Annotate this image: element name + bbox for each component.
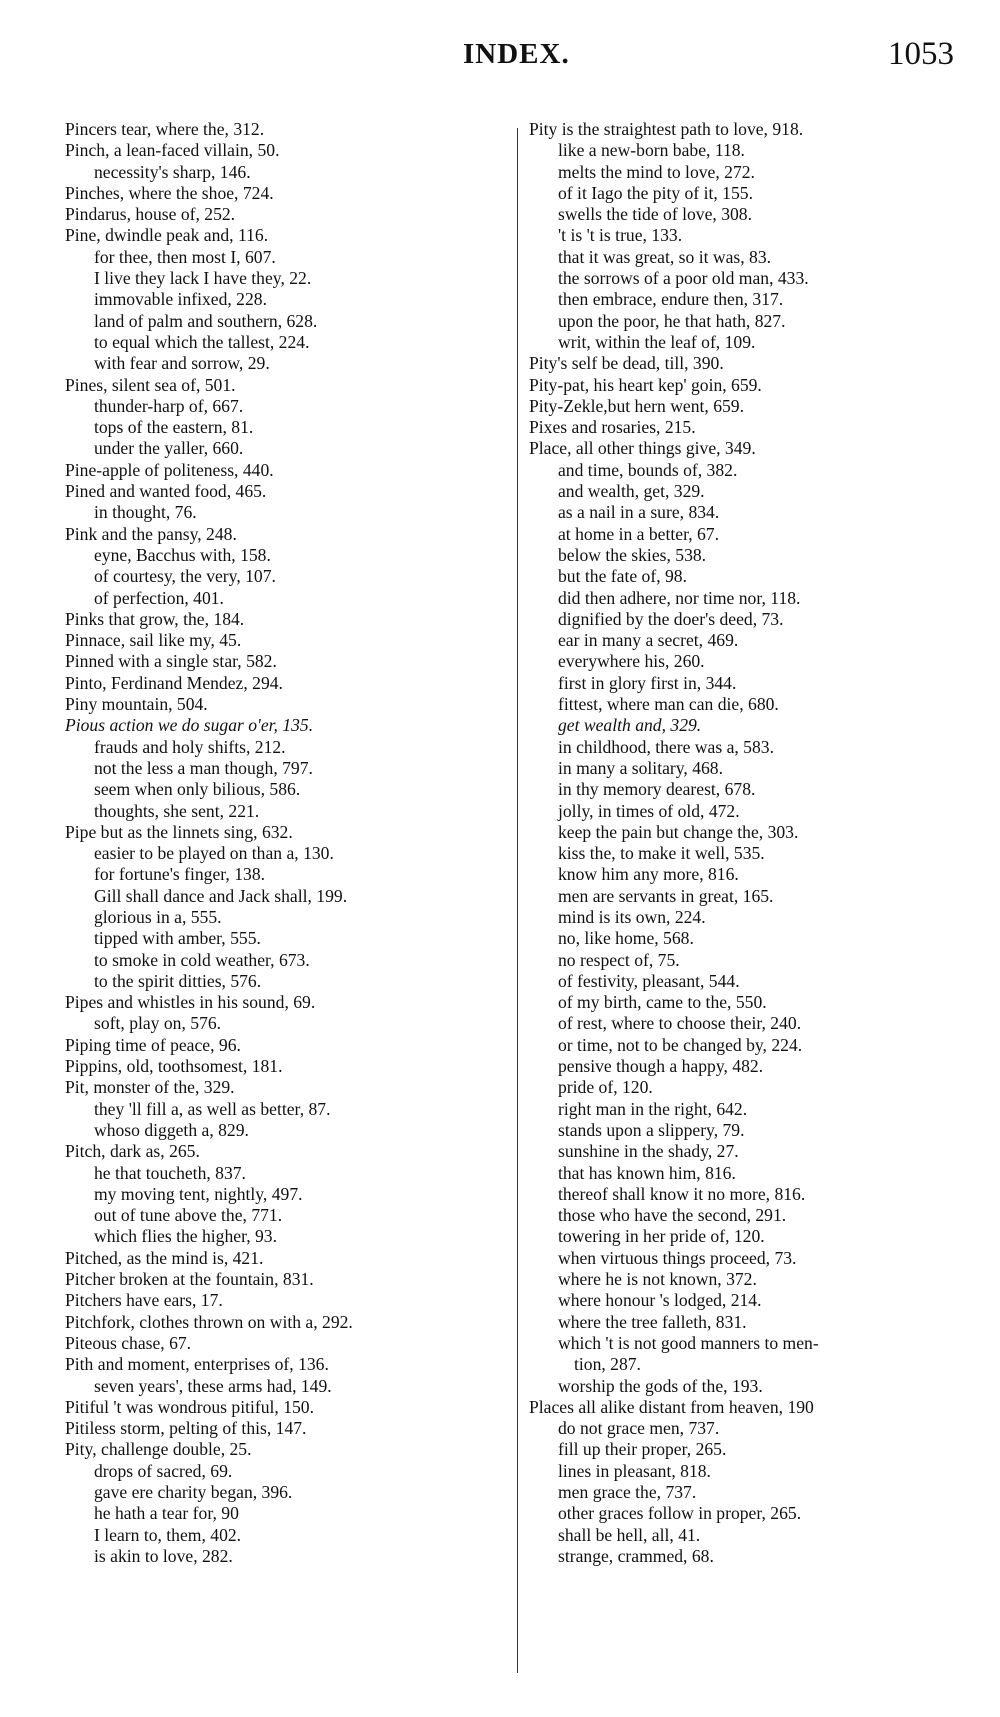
index-subentry: tipped with amber, 555. (94, 928, 261, 949)
index-subentry: which 't is not good manners to men- (558, 1332, 819, 1353)
index-column-left (65, 119, 500, 1567)
index-subentry: when virtuous things proceed, 73. (558, 1247, 797, 1268)
page-title: INDEX. (463, 38, 570, 70)
index-subentry: jolly, in times of old, 472. (558, 800, 740, 821)
index-entry: Piping time of peace, 96. (65, 1034, 241, 1055)
index-entry: Pinch, a lean-faced villain, 50. (65, 140, 280, 161)
index-entry: Pity's self be dead, till, 390. (529, 353, 724, 374)
index-entry: Pixes and rosaries, 215. (529, 417, 696, 438)
index-entry: Pith and moment, enterprises of, 136. (65, 1354, 329, 1375)
index-subentry: at home in a better, 67. (558, 523, 720, 544)
index-subentry: that it was great, so it was, 83. (558, 246, 772, 267)
index-subentry: of my birth, came to the, 550. (558, 992, 767, 1013)
index-column-right (529, 119, 969, 1567)
index-subentry: that has known him, 816. (558, 1162, 736, 1183)
index-subentry: know him any more, 816. (558, 864, 739, 885)
index-subentry: he hath a tear for, 90 (94, 1503, 239, 1524)
index-subentry: get wealth and, 329. (558, 715, 702, 736)
index-subentry: as a nail in a sure, 834. (558, 502, 720, 523)
index-subentry: kiss the, to make it well, 535. (558, 843, 765, 864)
index-entry: Pitcher broken at the fountain, 831. (65, 1269, 314, 1290)
index-subentry: upon the poor, he that hath, 827. (558, 310, 786, 331)
index-subentry: seven years', these arms had, 149. (94, 1375, 332, 1396)
index-entry: Pipe but as the linnets sing, 632. (65, 821, 293, 842)
index-subentry: pride of, 120. (558, 1077, 653, 1098)
index-subentry: thunder-harp of, 667. (94, 395, 244, 416)
index-entry: Pit, monster of the, 329. (65, 1077, 235, 1098)
index-subentry: soft, play on, 576. (94, 1013, 222, 1034)
index-subentry: for thee, then most I, 607. (94, 246, 276, 267)
index-subentry: gave ere charity began, 396. (94, 1482, 293, 1502)
index-subentry: swells the tide of love, 308. (558, 204, 752, 225)
index-subentry: immovable infixed, 228. (94, 289, 267, 310)
index-subentry: to the spirit ditties, 576. (94, 970, 262, 991)
index-subentry: where the tree falleth, 831. (558, 1311, 747, 1332)
index-entry: Pitchfork, clothes thrown on with a, 292. (65, 1311, 353, 1332)
index-subentry: no, like home, 568. (558, 928, 694, 949)
page-header (0, 38, 1000, 88)
index-subentry: 't is 't is true, 133. (558, 225, 683, 246)
index-subentry: under the yaller, 660. (94, 438, 244, 459)
index-subentry: out of tune above the, 771. (94, 1205, 283, 1226)
index-subentry: which flies the higher, 93. (94, 1226, 278, 1247)
index-subentry: to smoke in cold weather, 673. (94, 949, 310, 970)
index-subentry: whoso diggeth a, 829. (94, 1119, 249, 1140)
index-subentry: did then adhere, nor time nor, 118. (558, 587, 801, 608)
index-subentry: land of palm and southern, 628. (94, 310, 318, 331)
index-subentry: then embrace, endure then, 317. (558, 289, 784, 310)
index-subentry: men grace the, 737. (558, 1482, 697, 1502)
index-entry: Piteous chase, 67. (65, 1332, 192, 1353)
index-subentry: is akin to love, 282. (94, 1545, 233, 1566)
index-entry: Pity is the straightest path to love, 918. (529, 119, 804, 139)
index-subentry: I live they lack I have they, 22. (94, 268, 312, 289)
index-subentry: strange, crammed, 68. (558, 1545, 714, 1566)
index-subentry: in many a solitary, 468. (558, 757, 723, 778)
index-subentry: towering in her pride of, 120. (558, 1226, 765, 1247)
index-subentry: for fortune's finger, 138. (94, 864, 266, 885)
index-subentry: with fear and sorrow, 29. (94, 353, 270, 374)
index-entry: Pity, challenge double, 25. (65, 1439, 252, 1460)
index-subentry: in thought, 76. (94, 502, 197, 523)
index-subentry: shall be hell, all, 41. (558, 1524, 701, 1545)
index-subentry: like a new-born babe, 118. (558, 140, 745, 161)
index-subentry: men are servants in great, 165. (558, 885, 774, 906)
index-entry: Pinches, where the shoe, 724. (65, 182, 274, 203)
index-entry: Pines, silent sea of, 501. (65, 374, 236, 395)
index-entry: Pity-Zekle,but hern went, 659. (529, 395, 744, 416)
index-subentry: tion, 287. (574, 1354, 641, 1375)
index-subentry: of courtesy, the very, 107. (94, 566, 276, 587)
index-subentry: fittest, where man can die, 680. (558, 694, 779, 715)
index-entry: Pine, dwindle peak and, 116. (65, 225, 269, 246)
index-subentry: he that toucheth, 837. (94, 1162, 246, 1183)
index-entry: Pitched, as the mind is, 421. (65, 1247, 264, 1268)
index-entry: Pine-apple of politeness, 440. (65, 459, 274, 480)
index-subentry: in childhood, there was a, 583. (558, 736, 774, 757)
index-entry: Pippins, old, toothsomest, 181. (65, 1056, 283, 1077)
index-subentry: my moving tent, nightly, 497. (94, 1183, 303, 1204)
index-subentry: of festivity, pleasant, 544. (558, 970, 740, 991)
index-subentry: to equal which the tallest, 224. (94, 331, 310, 352)
index-entry: Pinto, Ferdinand Mendez, 294. (65, 672, 283, 693)
index-subentry: in thy memory dearest, 678. (558, 779, 756, 800)
index-entry: Places all alike distant from heaven, 190 (529, 1396, 814, 1417)
index-subentry: dignified by the doer's deed, 73. (558, 608, 784, 629)
index-subentry: worship the gods of the, 193. (558, 1375, 763, 1396)
index-subentry: stands upon a slippery, 79. (558, 1119, 745, 1140)
index-entry: Pined and wanted food, 465. (65, 481, 267, 502)
index-subentry: pensive though a happy, 482. (558, 1056, 764, 1077)
index-subentry: and wealth, get, 329. (558, 481, 705, 502)
index-subentry: necessity's sharp, 146. (94, 161, 251, 182)
index-entry: Place, all other things give, 349. (529, 438, 756, 459)
index-subentry: of it Iago the pity of it, 155. (558, 182, 753, 203)
index-subentry: and time, bounds of, 382. (558, 459, 738, 480)
index-entry: Pitiless storm, pelting of this, 147. (65, 1418, 307, 1439)
index-subentry: eyne, Bacchus with, 158. (94, 544, 271, 565)
index-entry: Pinks that grow, the, 184. (65, 608, 245, 629)
index-subentry: melts the mind to love, 272. (558, 161, 755, 182)
index-subentry: mind is its own, 224. (558, 906, 706, 927)
index-entry: Pity-pat, his heart kep' goin, 659. (529, 374, 762, 395)
index-entry: Pitch, dark as, 265. (65, 1141, 200, 1162)
index-subentry: not the less a man though, 797. (94, 757, 313, 778)
index-subentry: no respect of, 75. (558, 949, 680, 970)
index-subentry: the sorrows of a poor old man, 433. (558, 268, 809, 289)
index-subentry: right man in the right, 642. (558, 1098, 748, 1119)
index-subentry: where he is not known, 372. (558, 1269, 757, 1290)
index-subentry: drops of sacred, 69. (94, 1460, 233, 1481)
index-subentry: writ, within the leaf of, 109. (558, 331, 756, 352)
index-subentry: other graces follow in proper, 265. (558, 1503, 802, 1524)
index-subentry: fill up their proper, 265. (558, 1439, 727, 1460)
index-subentry: but the fate of, 98. (558, 566, 687, 587)
index-subentry: those who have the second, 291. (558, 1205, 787, 1226)
index-subentry: I learn to, them, 402. (94, 1524, 242, 1545)
index-subentry: keep the pain but change the, 303. (558, 821, 799, 842)
index-entry: Pinned with a single star, 582. (65, 651, 277, 672)
index-subentry: of perfection, 401. (94, 587, 224, 608)
index-entry: Pious action we do sugar o'er, 135. (65, 715, 314, 736)
index-subentry: ear in many a secret, 469. (558, 630, 739, 651)
index-subentry: Gill shall dance and Jack shall, 199. (94, 885, 348, 906)
index-subentry: or time, not to be changed by, 224. (558, 1034, 803, 1055)
index-entry: Pitiful 't was wondrous pitiful, 150. (65, 1396, 314, 1417)
index-subentry: where honour 's lodged, 214. (558, 1290, 762, 1311)
index-subentry: they 'll fill a, as well as better, 87. (94, 1098, 331, 1119)
index-entry: Pinnace, sail like my, 45. (65, 630, 242, 651)
index-entry: Piny mountain, 504. (65, 694, 208, 715)
index-subentry: easier to be played on than a, 130. (94, 843, 334, 864)
index-entry: Pipes and whistles in his sound, 69. (65, 992, 316, 1013)
index-subentry: below the skies, 538. (558, 544, 707, 565)
index-subentry: lines in pleasant, 818. (558, 1460, 711, 1481)
index-subentry: sunshine in the shady, 27. (558, 1141, 739, 1162)
index-entry: Pitchers have ears, 17. (65, 1290, 223, 1311)
index-subentry: first in glory first in, 344. (558, 672, 737, 693)
column-divider (517, 128, 518, 1673)
page-number: 1053 (888, 36, 954, 72)
index-entry: Pincers tear, where the, 312. (65, 119, 265, 139)
index-subentry: thoughts, she sent, 221. (94, 800, 260, 821)
index-subentry: of rest, where to choose their, 240. (558, 1013, 802, 1034)
index-subentry: thereof shall know it no more, 816. (558, 1183, 806, 1204)
index-entry: Pindarus, house of, 252. (65, 204, 236, 225)
index-subentry: glorious in a, 555. (94, 906, 222, 927)
index-subentry: everywhere his, 260. (558, 651, 705, 672)
index-subentry: seem when only bilious, 586. (94, 779, 301, 800)
index-subentry: tops of the eastern, 81. (94, 417, 254, 438)
index-subentry: frauds and holy shifts, 212. (94, 736, 286, 757)
index-subentry: do not grace men, 737. (558, 1418, 720, 1439)
index-entry: Pink and the pansy, 248. (65, 523, 237, 544)
